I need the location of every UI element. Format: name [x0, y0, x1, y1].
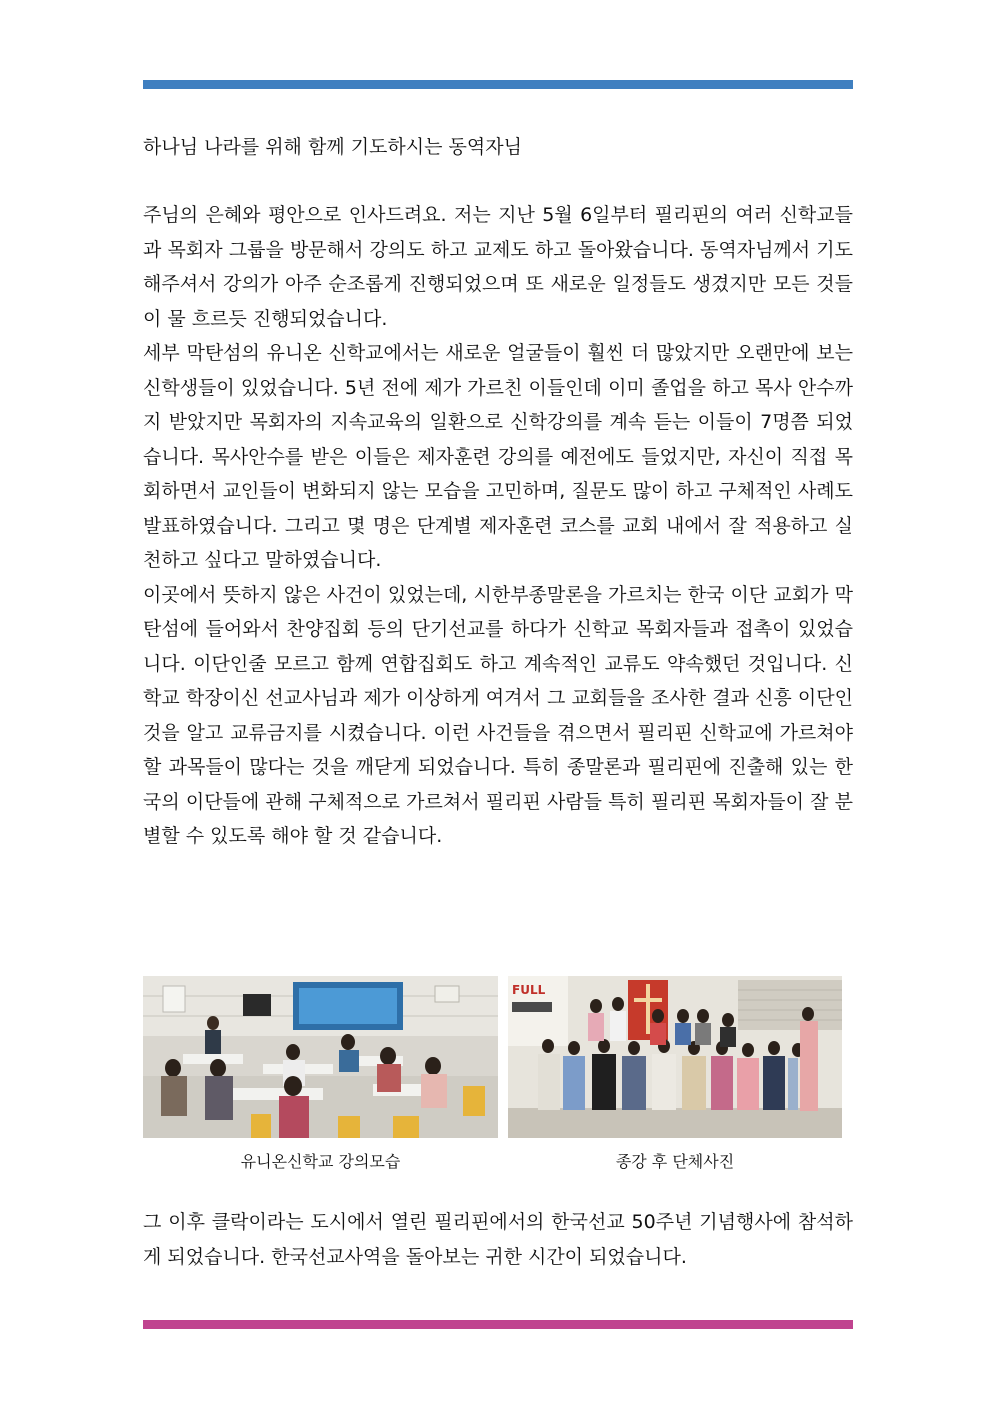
paragraph-union-seminary: 세부 막탄섬의 유니온 신학교에서는 새로운 얼굴들이 훨씬 더 많았지만 오랜만에 보는 신학생들이 있었습니다. 5년 전에 제가 가르친 이들인데 이미 졸업을 하고 목사 안수까지 받았지만 목회자의 지속교육의 일환으로 신학강의를 계속 듣는 이들이 7명쯤 되었습니다. 목사안수를 받은 이들은 제자훈련 강의를 예전에도 들었지만, 자신이 직접 목회하면서 교인들이 변화되지 않는 모습을 고민하며, 질문도 많이 하고 구체적인 사례도 발표하였습니다. 그리고 몇 명은 단계별 제자훈련 코스를 교회 내에서 잘 적용하고 실천하고 싶다고 말하였습니다. — [143, 342, 853, 571]
banner-text: FULL — [512, 983, 546, 997]
greeting-heading: 하나님 나라를 위해 함께 기도하시는 동역자님 — [143, 136, 522, 158]
bottom-divider-bar — [143, 1320, 853, 1329]
classroom-photo-caption: 유니온신학교 강의모습 — [240, 1152, 401, 1171]
classroom-photo — [143, 976, 498, 1138]
closing-paragraph: 그 이후 클락이라는 도시에서 열린 필리핀에서의 한국선교 50주년 기념행사에 참석하게 되었습니다. 한국선교사역을 돌아보는 귀한 시간이 되었습니다. — [143, 1211, 853, 1268]
top-divider-bar — [143, 80, 853, 89]
group-photo-image — [508, 976, 842, 1138]
letter-body — [143, 198, 853, 854]
closing-paragraph-wrapper — [143, 1205, 853, 1274]
classroom-photo-image — [143, 976, 498, 1138]
paragraph-heresy-incident: 이곳에서 뜻하지 않은 사건이 있었는데, 시한부종말론을 가르치는 한국 이단 교회가 막탄섬에 들어와서 찬양집회 등의 단기선교를 하다가 신학교 목회자들과 접촉이 있었습니다. 이단인줄 모르고 함께 연합집회도 하고 계속적인 교류도 약속했던 것입니다. 신학교 학장이신 선교사님과 제가 이상하게 여겨서 그 교회들을 조사한 결과 신흥 이단인 것을 알고 교류금지를 시켰습니다. 이런 사건들을 겪으면서 필리핀 신학교에 가르쳐야할 과목들이 많다는 것을 깨닫게 되었습니다. 특히 종말론과 필리핀에 진출해 있는 한국의 이단들에 관해 구체적으로 가르쳐서 필리핀 사람들 특히 필리핀 목회자들이 잘 분별할 수 있도록 해야 할 것 같습니다. — [143, 583, 853, 847]
group-photo-caption: 종강 후 단체사진 — [615, 1152, 735, 1171]
paragraph-intro: 주님의 은혜와 평안으로 인사드려요. 저는 지난 5월 6일부터 필리핀의 여러 신학교들과 목회자 그룹을 방문해서 강의도 하고 교제도 하고 돌아왔습니다. 동역자님께서 기도해주셔서 강의가 아주 순조롭게 진행되었으며 또 새로운 일정들도 생겼지만 모든 것들이 물 흐르듯 진행되었습니다. — [143, 204, 853, 330]
group-photo — [508, 976, 842, 1138]
